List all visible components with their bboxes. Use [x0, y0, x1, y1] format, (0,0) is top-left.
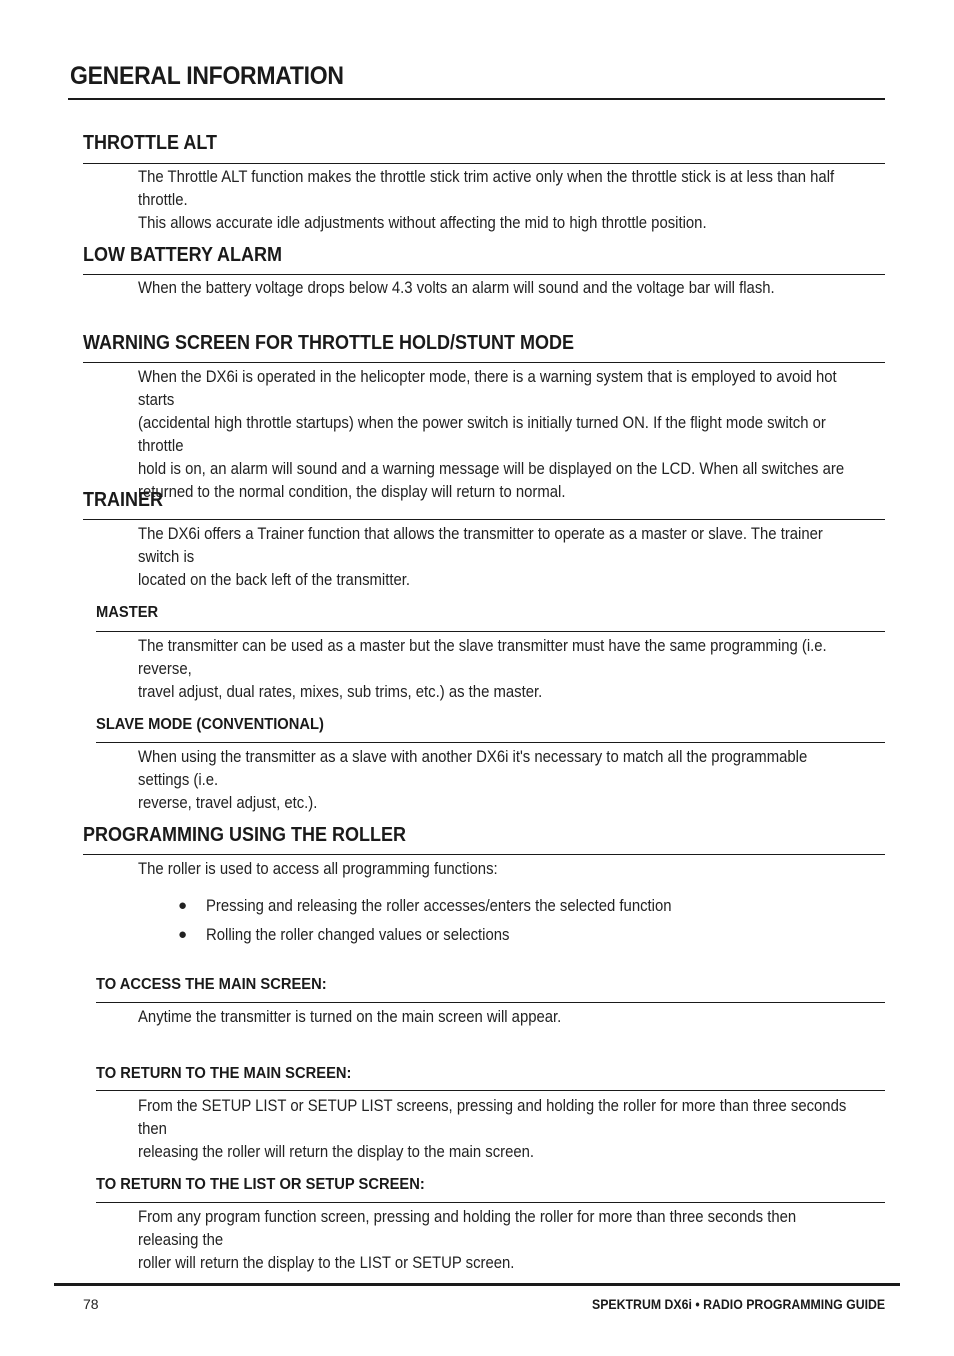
- text-line: Anytime the transmitter is turned on the main screen will appear.: [138, 1007, 562, 1026]
- text-line: roller will return the display to the LIST or SETUP screen.: [138, 1253, 515, 1272]
- footer-guide-title: SPEKTRUM DX6i • RADIO PROGRAMMING GUIDE: [591, 1296, 885, 1312]
- text-line: The DX6i offers a Trainer function that allows the transmitter to operate as a master or slave. The trainer switch is: [138, 524, 823, 566]
- subsection-heading-return-main: TO RETURN TO THE MAIN SCREEN:: [96, 1065, 352, 1082]
- section-text-trainer: [138, 522, 856, 591]
- subsection-heading-master: MASTER: [96, 604, 159, 621]
- section-divider: [83, 163, 885, 164]
- text-line: releasing the roller will return the display to the main screen.: [138, 1142, 535, 1161]
- footer-divider: [54, 1283, 900, 1286]
- section-text-low-battery: [138, 276, 856, 299]
- section-text-return-list: [138, 1205, 856, 1274]
- title-divider: [68, 98, 885, 100]
- text-line: When the DX6i is operated in the helicopter mode, there is a warning system that is employed to avoid hot starts: [138, 367, 837, 409]
- subsection-divider: [96, 1090, 885, 1091]
- list-item-text: Pressing and releasing the roller accesses/enters the selected function: [206, 896, 672, 915]
- text-line: The transmitter can be used as a master but the slave transmitter must have the same programming (i.e. reverse,: [138, 636, 827, 678]
- text-line: reverse, travel adjust, etc.).: [138, 793, 318, 812]
- section-text-master: [138, 634, 856, 703]
- text-line: hold is on, an alarm will sound and a warning message will be displayed on the LCD. When all switches are: [138, 459, 845, 478]
- text-line: travel adjust, dual rates, mixes, sub trims, etc.) as the master.: [138, 682, 543, 701]
- text-line: From any program function screen, pressing and holding the roller for more than three seconds then releasing the: [138, 1207, 797, 1249]
- section-heading-roller: PROGRAMMING USING THE ROLLER: [83, 824, 407, 846]
- section-text-slave-mode: [138, 745, 856, 814]
- section-divider: [83, 519, 885, 520]
- text-line: This allows accurate idle adjustments without affecting the mid to high throttle position.: [138, 213, 707, 232]
- list-item-text: Rolling the roller changed values or selections: [206, 925, 510, 944]
- section-divider: [83, 274, 885, 275]
- subsection-divider: [96, 1202, 885, 1203]
- section-text-return-main: [138, 1094, 856, 1163]
- subsection-divider: [96, 631, 885, 632]
- section-text-warning-screen: [138, 365, 856, 503]
- section-text-throttle-alt: [138, 165, 856, 234]
- text-line: From the SETUP LIST or SETUP LIST screens, pressing and holding the roller for more than three seconds then: [138, 1096, 847, 1138]
- section-text-access-main: [138, 1005, 856, 1028]
- section-heading-trainer: TRAINER: [83, 489, 164, 511]
- text-line: (accidental high throttle startups) when the power switch is initially turned ON. If the flight mode switch or throttle: [138, 413, 826, 455]
- subsection-divider: [96, 742, 885, 743]
- page-number: 78: [83, 1296, 99, 1312]
- text-line: returned to the normal condition, the display will return to normal.: [138, 482, 566, 501]
- subsection-heading-return-list: TO RETURN TO THE LIST OR SETUP SCREEN:: [96, 1176, 425, 1193]
- section-heading-throttle-alt: THROTTLE ALT: [83, 132, 217, 154]
- section-heading-warning-screen: WARNING SCREEN FOR THROTTLE HOLD/STUNT MODE: [83, 332, 574, 354]
- subsection-divider: [96, 1002, 885, 1003]
- bullet-icon: ●: [178, 926, 188, 943]
- text-line: When the battery voltage drops below 4.3 volts an alarm will sound and the voltage bar will flash.: [138, 278, 775, 297]
- bullet-icon: ●: [178, 897, 188, 914]
- page-title: GENERAL INFORMATION: [70, 62, 344, 90]
- text-line: The Throttle ALT function makes the throttle stick trim active only when the throttle stick is at less than half throttle.: [138, 167, 835, 209]
- section-heading-low-battery: LOW BATTERY ALARM: [83, 244, 282, 266]
- subsection-heading-slave-mode: SLAVE MODE (CONVENTIONAL): [96, 716, 324, 733]
- section-divider: [83, 854, 885, 855]
- text-line: located on the back left of the transmitter.: [138, 570, 411, 589]
- subsection-heading-access-main: TO ACCESS THE MAIN SCREEN:: [96, 976, 327, 993]
- text-line: When using the transmitter as a slave with another DX6i it's necessary to match all the programmable settings (i.e.: [138, 747, 808, 789]
- section-text-roller-intro: The roller is used to access all programming functions:: [138, 859, 498, 878]
- section-divider: [83, 362, 885, 363]
